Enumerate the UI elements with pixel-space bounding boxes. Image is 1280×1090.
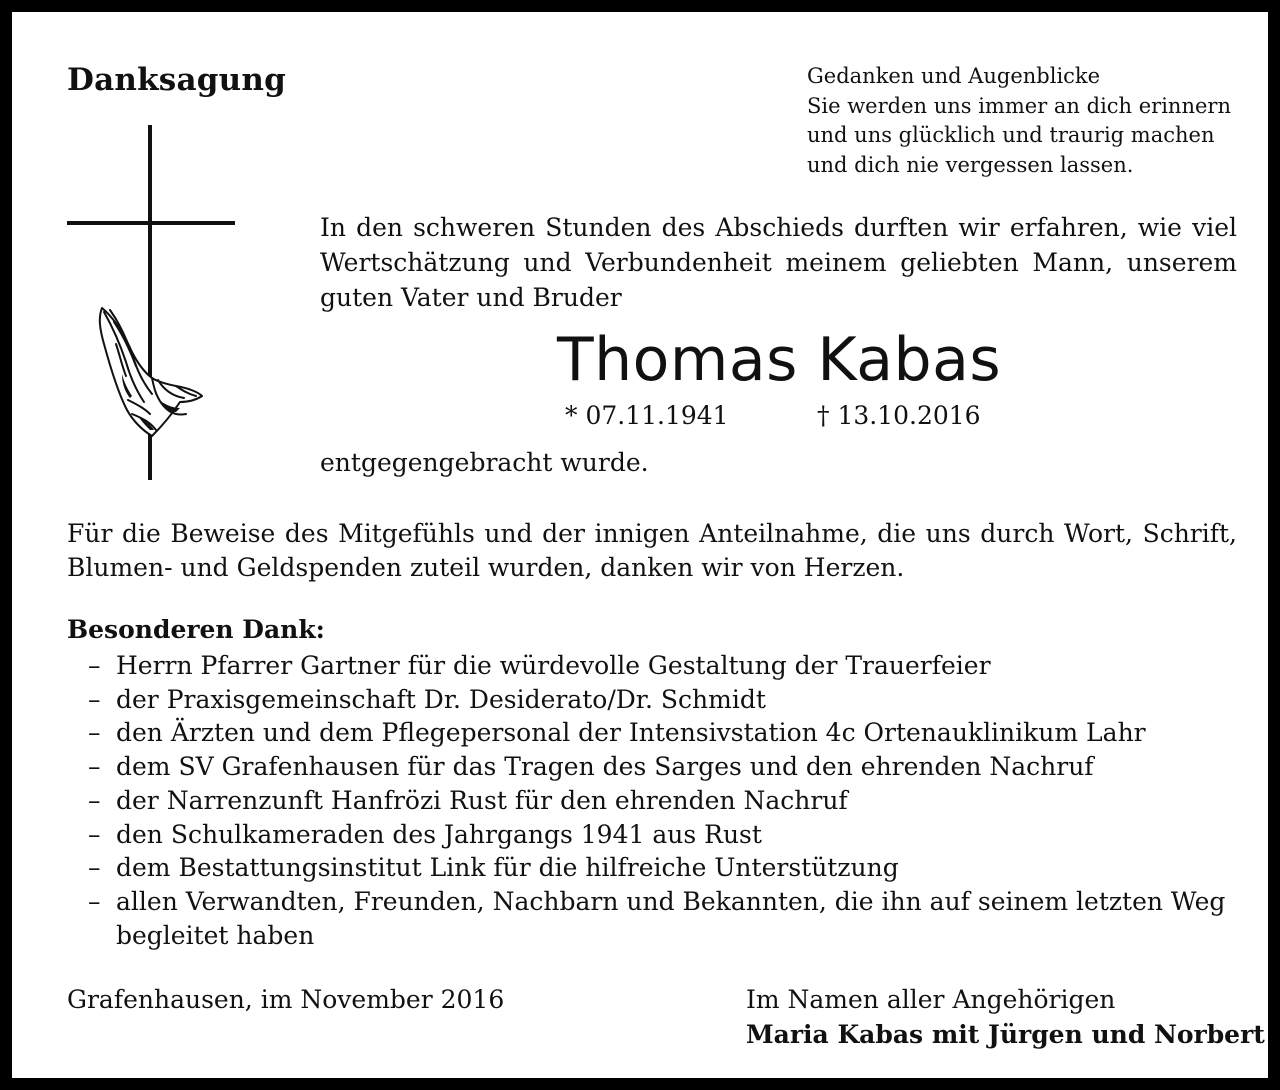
list-item	[88, 885, 1238, 919]
list-item	[88, 784, 1238, 818]
death-date: † 13.10.2016	[817, 401, 981, 430]
thanks-line: Blumen- und Geldspenden zuteil wurden, danken wir von Herzen.	[67, 553, 905, 582]
special-thanks-heading: Besonderen Dank:	[67, 615, 325, 644]
dash-bullet: –	[88, 752, 101, 782]
thanks-line: Für die Beweise des Mitgefühls und der innigen Anteilnahme, die uns durch Wort, Schrift,	[67, 519, 1237, 548]
special-thanks-list	[88, 649, 1238, 952]
list-item-text: der Praxisgemeinschaft Dr. Desiderato/Dr. Schmidt	[116, 684, 766, 714]
list-item-text: dem SV Grafenhausen für das Tragen des Sarges und den ehrenden Nachruf	[116, 752, 1094, 782]
list-item	[88, 683, 1238, 717]
heading: Danksagung	[67, 62, 286, 98]
poem	[807, 62, 1231, 180]
place-date: Grafenhausen, im November 2016	[67, 985, 505, 1014]
intro-line: Wertschätzung und Verbundenheit meinem geliebten Mann, unserem	[320, 248, 1237, 277]
list-item	[88, 649, 1238, 683]
intro-text	[320, 210, 1237, 315]
intro-line: guten Vater und Bruder	[320, 283, 622, 312]
intro-line: In den schweren Stunden des Abschieds durften wir erfahren, wie viel	[320, 213, 1237, 242]
list-item	[88, 818, 1238, 852]
dash-bullet: –	[88, 651, 101, 680]
birth-date: * 07.11.1941	[565, 401, 729, 430]
praying-hands-icon	[92, 304, 206, 442]
cross-icon-bar	[67, 221, 235, 225]
list-item-continuation: begleitet haben	[116, 920, 315, 950]
poem-line: und dich nie vergessen lassen.	[807, 152, 1134, 177]
list-item	[88, 716, 1238, 750]
poem-line: und uns glücklich und traurig machen	[807, 123, 1215, 147]
list-item	[88, 750, 1238, 784]
dash-bullet: –	[88, 718, 101, 748]
dash-bullet: –	[88, 853, 101, 883]
list-item-text: dem Bestattungsinstitut Link für die hilfreiche Unterstützung	[116, 853, 899, 883]
signature-intro: Im Namen aller Angehörigen	[746, 985, 1116, 1014]
list-item	[88, 851, 1238, 885]
list-item-text: allen Verwandten, Freunden, Nachbarn und Bekannten, die ihn auf seinem letzten Weg	[116, 886, 1226, 916]
intro-end: entgegengebracht wurde.	[320, 448, 649, 477]
thanks-paragraph	[67, 517, 1237, 585]
poem-line: Sie werden uns immer an dich erinnern	[807, 93, 1231, 118]
deceased-name: Thomas Kabas	[557, 325, 1002, 395]
list-item-text: der Narrenzunft Hanfrözi Rust für den ehrenden Nachruf	[116, 785, 848, 815]
dash-bullet: –	[88, 684, 101, 714]
list-item-text: den Ärzten und dem Pflegepersonal der Intensivstation 4c Ortenauklinikum Lahr	[116, 718, 1146, 748]
poem-line: Gedanken und Augenblicke	[807, 64, 1101, 88]
list-item-text: Herrn Pfarrer Gartner für die würdevolle Gestaltung der Trauerfeier	[116, 651, 991, 680]
dash-bullet: –	[88, 819, 101, 849]
signature-names: Maria Kabas mit Jürgen und Norbert	[746, 1020, 1265, 1049]
dash-bullet: –	[88, 785, 101, 815]
dash-bullet: –	[88, 886, 101, 916]
list-item-text: den Schulkameraden des Jahrgangs 1941 aus Rust	[116, 819, 762, 849]
